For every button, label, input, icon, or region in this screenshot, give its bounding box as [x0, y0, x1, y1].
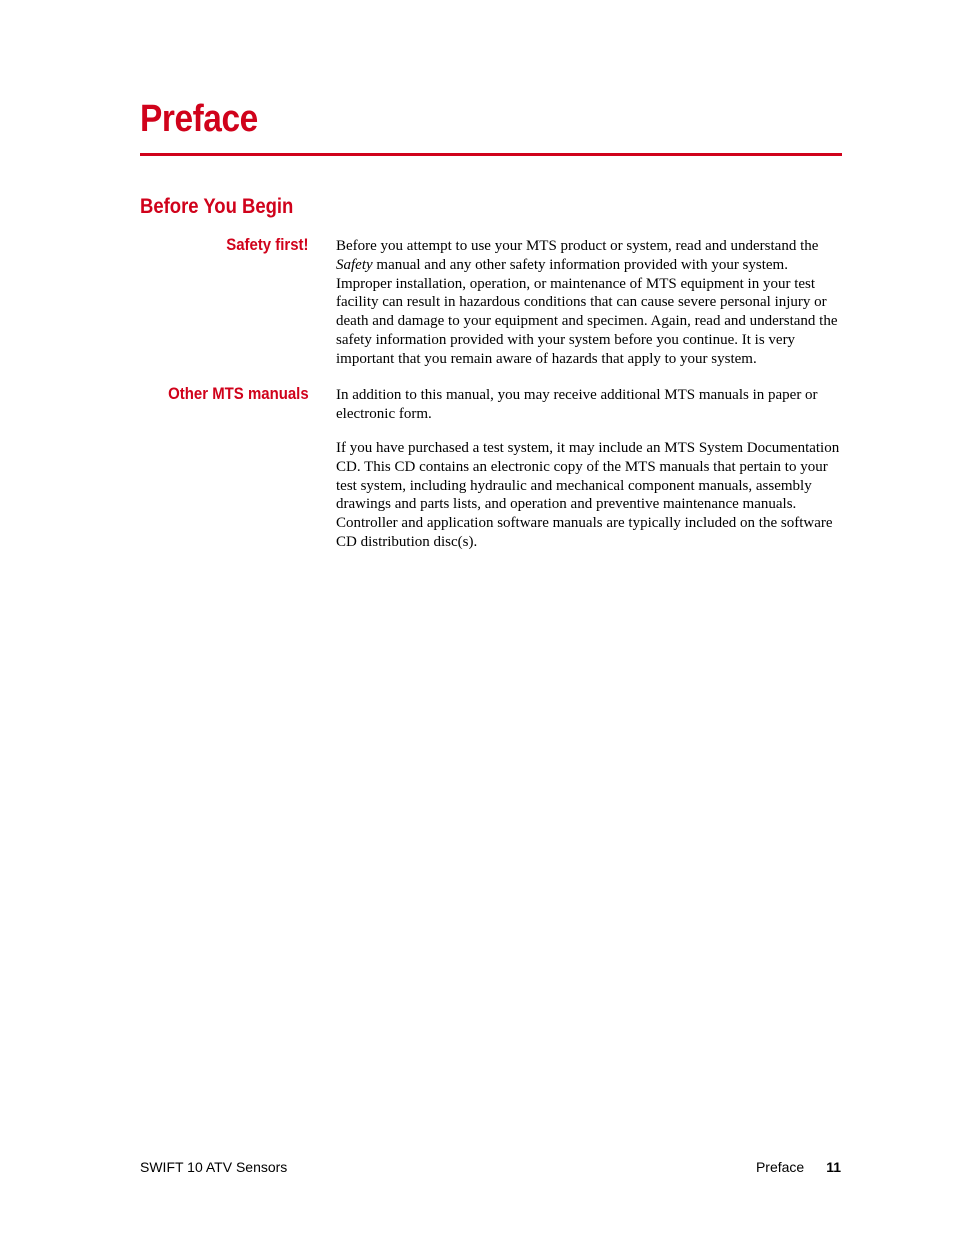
footer-section-name: Preface — [755, 1159, 805, 1175]
section-heading-before-you-begin: Before You Begin — [140, 195, 294, 218]
title-rule — [140, 153, 842, 156]
other-manuals-paragraph-1: In addition to this manual, you may receive additional MTS manuals in paper or electronic form. — [336, 387, 818, 422]
other-manuals-paragraph-2: If you have purchased a test system, it may include an MTS System Documentation CD. This CD contains an electronic copy of the MTS manuals that pertain to your test system, including hydraulic and mechanical component manuals, assembly drawings and parts lists, and operation and preventive maintenance manuals. Controller and application software manuals are typically included on the software CD distribution disc(s). — [336, 440, 840, 550]
footer-page-number: 11 — [826, 1159, 841, 1175]
chapter-title: Preface — [140, 98, 258, 140]
safety-manual-title: Safety — [336, 256, 373, 273]
footer-product-name: SWIFT 10 ATV Sensors — [140, 1159, 288, 1175]
safety-text-start: Before you attempt to use your MTS product or system, read and understand the — [336, 238, 819, 254]
side-heading-other-mts-manuals: Other MTS manuals — [168, 384, 309, 403]
footer-right — [756, 1160, 841, 1174]
safety-paragraph — [336, 237, 842, 369]
safety-text-end: manual and any other safety information provided with your system. Improper installation, operation, or maintenance of MTS equipment in your test facility can result in hazardous conditions that can cause severe personal injury or death and damage to your equipment and specimen. Again, read and understand the safety information provided with your system before you continue. It is very important that you remain aware of hazards that apply to your system. — [336, 256, 838, 367]
side-heading-safety-first: Safety first! — [226, 235, 309, 254]
